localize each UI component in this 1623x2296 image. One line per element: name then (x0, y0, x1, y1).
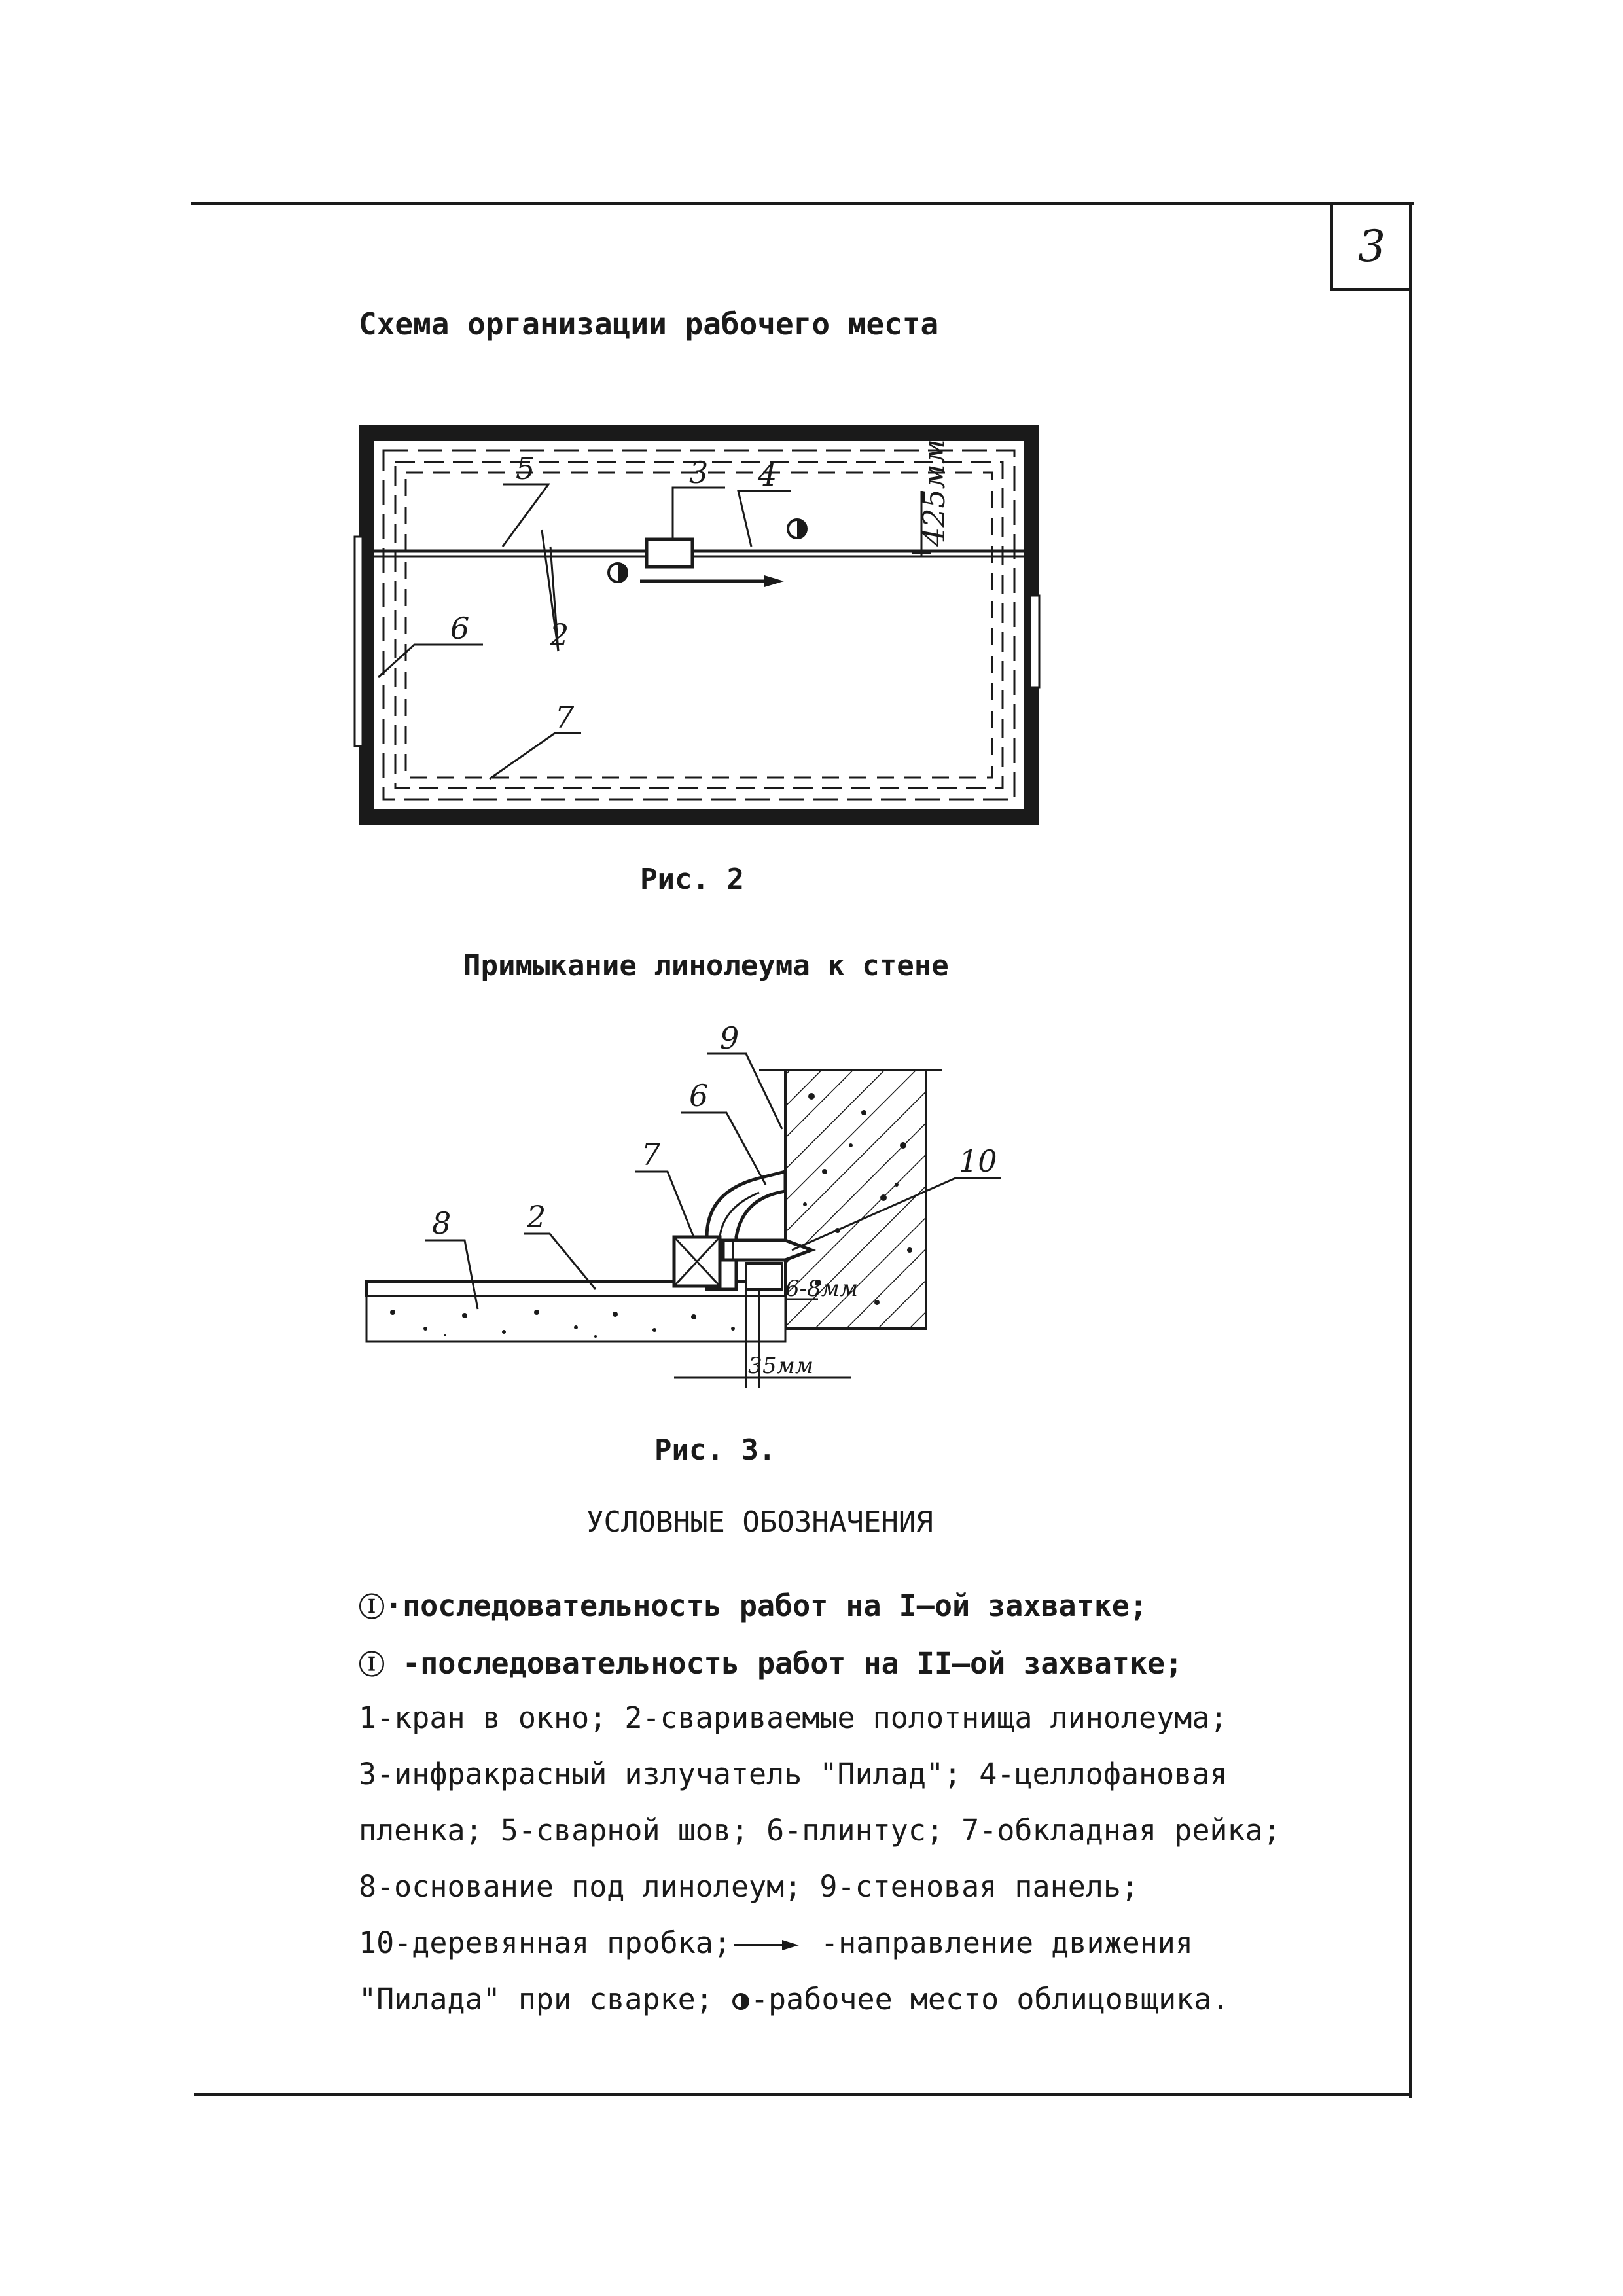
arrow-icon (731, 1937, 803, 1953)
legend-line-4: 3-инфракрасный излучатель "Пилад"; 4-целлофановая (359, 1757, 1228, 1791)
sequence-marker-1-icon: Ⓘ (359, 1592, 385, 1623)
legend-line-5: пленка; 5-сварной шов; 6-плинтус; 7-обкладная рейка; (359, 1813, 1281, 1848)
fig2-dim-425: 425мм (916, 439, 952, 547)
fig2-label-7: 7 (555, 700, 575, 735)
workplace-marker-1 (609, 564, 627, 582)
fig2-label-4: 4 (758, 457, 777, 493)
fig3-label-9: 9 (720, 1020, 740, 1056)
legend-text-8a: "Пилада" при сварке; (359, 1982, 731, 2017)
legend-text-2: -последовательность работ на II–ой захватке; (385, 1646, 1183, 1681)
workplace-marker-icon (731, 1992, 751, 2011)
legend-line-1 (359, 1587, 1147, 1624)
fig3-label-2: 2 (527, 1199, 546, 1234)
legend-text-1: ·последовательность работ на I–ой захватке; (385, 1588, 1147, 1623)
leader-6 (681, 1113, 766, 1185)
fig3-section-drawing (366, 1021, 1008, 1414)
fig3-caption: Рис. 3. (654, 1433, 776, 1467)
fig2-plan-drawing (359, 425, 1039, 825)
fig3-label-7: 7 (641, 1137, 661, 1172)
fig3-dim-floor-b: 5мм (762, 1353, 814, 1379)
fig2-label-2: 2 (550, 617, 569, 653)
legend-text-7b: -направление движения (802, 1926, 1193, 1960)
legend-line-2 (359, 1644, 1183, 1681)
fig2-title: Схема организации рабочего места (359, 306, 939, 342)
sequence-marker-2-icon: Ⓘ (359, 1650, 385, 1680)
fig2-label-5: 5 (516, 451, 535, 486)
fig3-dim-floor-a: 3 (748, 1353, 762, 1379)
window-right (1030, 596, 1039, 687)
fig2-caption: Рис. 2 (640, 863, 744, 896)
legend-line-6: 8-основание под линолеум; 9-стеновая панель; (359, 1869, 1139, 1904)
legend-title: УСЛОВНЫЕ ОБОЗНАЧЕНИЯ (586, 1505, 933, 1539)
fig2-label-3: 3 (689, 455, 709, 490)
wooden-plug (746, 1263, 782, 1289)
frame-right-border (1409, 202, 1412, 2098)
floor-base (366, 1296, 785, 1342)
frame-bottom-border (194, 2093, 1412, 2096)
leader-7 (635, 1172, 694, 1237)
fig3-label-6: 6 (689, 1078, 709, 1113)
legend-line-3: 1-кран в окно; 2-свариваемые полотнища линолеума; (359, 1700, 1228, 1735)
legend-line-8 (359, 1982, 1229, 2017)
legend-line-7 (359, 1926, 1193, 1960)
frame-top-border (191, 202, 1414, 205)
fig3-dim-gap: 6-8мм (785, 1276, 859, 1302)
workplace-marker-2 (788, 520, 806, 538)
leader-9 (707, 1054, 782, 1129)
page-number: 3 (1330, 204, 1410, 291)
fig3-title: Примыкание линолеума к стене (463, 949, 949, 982)
fig3-label-8: 8 (432, 1206, 452, 1241)
fig2-label-6: 6 (450, 611, 470, 646)
infrared-emitter (647, 539, 692, 567)
legend-text-8b: -рабочее место облицовщика. (750, 1982, 1230, 2017)
fig3-label-10: 10 (959, 1143, 997, 1179)
window-left (355, 537, 363, 746)
legend-text-7a: 10-деревянная пробка; (359, 1926, 731, 1960)
